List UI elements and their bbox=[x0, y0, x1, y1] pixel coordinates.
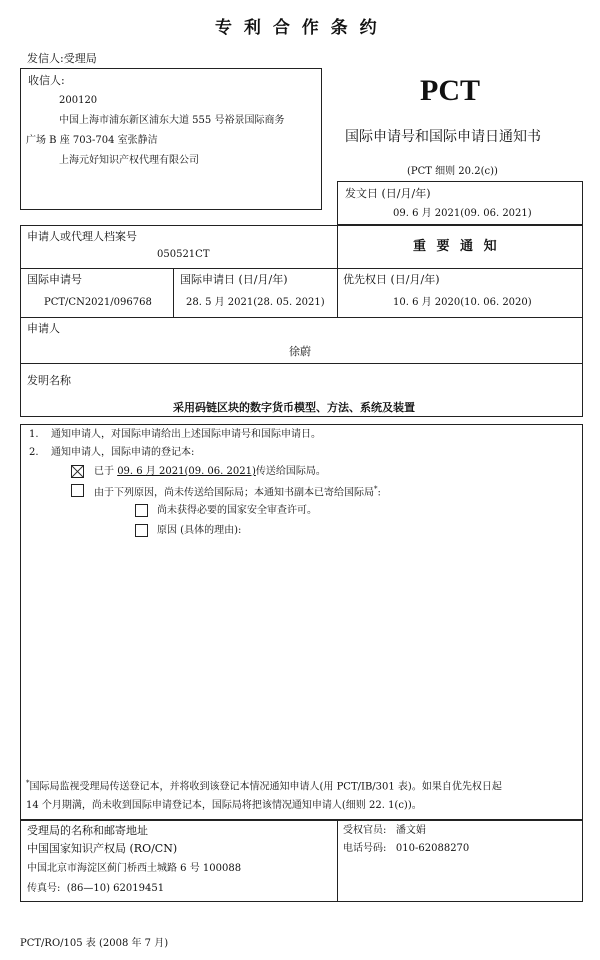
footnote-line-2: 14 个月期满，尚未收到国际申请登记本，国际局将把该情况通知申请人(细则 22. 1(c))。 bbox=[26, 800, 422, 811]
mailing-date-value: 09. 6 月 2021(09. 06. 2021) bbox=[393, 208, 532, 219]
applicant-label: 申请人 bbox=[27, 322, 60, 335]
agency-name: 上海元好知识产权代理有限公司 bbox=[59, 155, 199, 166]
item-1-text: 通知申请人，对国际申请给出上述国际申请号和国际申请日。 bbox=[51, 429, 321, 440]
intl-filing-date-label: 国际申请日 (日/月/年) bbox=[180, 273, 288, 286]
officer-phone: 电话号码: 010-62088270 bbox=[343, 843, 470, 854]
addressee-label: 收信人: bbox=[28, 74, 65, 87]
address-line-1: 中国上海市浦东新区浦东大道 555 号裕景国际商务 bbox=[59, 115, 285, 126]
reason-other-checkbox[interactable] bbox=[135, 524, 148, 537]
intl-app-no-label: 国际申请号 bbox=[27, 273, 82, 286]
address-line-2: 广场 B 座 703-704 室张静洁 bbox=[26, 135, 158, 146]
form-identifier: PCT/RO/105 表 (2008 年 7 月) bbox=[20, 938, 169, 949]
item-2-text: 通知申请人，国际申请的登记本: bbox=[51, 447, 195, 458]
invention-label: 发明名称 bbox=[27, 374, 71, 387]
officer-line: 受权官员: 潘文娟 bbox=[343, 825, 426, 836]
reason-other-text: 原因 (具体的理由): bbox=[157, 525, 242, 536]
applicant-ref-value: 050521CT bbox=[157, 249, 210, 260]
office-name: 中国国家知识产权局 (RO/CN) bbox=[27, 842, 178, 855]
treaty-title: 专 利 合 作 条 约 bbox=[215, 18, 380, 38]
intl-filing-date-value: 28. 5 月 2021(28. 05. 2021) bbox=[186, 297, 325, 308]
important-notice: 重 要 通 知 bbox=[413, 239, 500, 254]
office-fax: 传真号: (86—10) 62019451 bbox=[27, 883, 165, 894]
priority-date-value: 10. 6 月 2020(10. 06. 2020) bbox=[393, 297, 532, 308]
invention-title: 采用码链区块的数字货币模型、方法、系统及装置 bbox=[173, 401, 415, 414]
transmitted-date: 09. 6 月 2021(09. 06. 2021) bbox=[117, 466, 256, 477]
reason-security-text: 尚未获得必要的国家安全审查许可。 bbox=[157, 505, 317, 516]
priority-date-label: 优先权日 (日/月/年) bbox=[343, 273, 440, 286]
option-transmitted-checkbox[interactable] bbox=[71, 465, 84, 478]
notice-title: 国际申请号和国际申请日通知书 bbox=[345, 129, 541, 145]
addressee-box bbox=[20, 68, 322, 210]
intl-app-no-value: PCT/CN2021/096768 bbox=[44, 297, 152, 308]
item-1-number: 1. bbox=[29, 429, 39, 440]
option-transmitted-text: 已于 09. 6 月 2021(09. 06. 2021)传送给国际局。 bbox=[94, 466, 326, 477]
notice-box bbox=[20, 424, 583, 820]
reason-security-checkbox[interactable] bbox=[135, 504, 148, 517]
option-not-transmitted-checkbox[interactable] bbox=[71, 484, 84, 497]
rule-reference: (PCT 细则 20.2(c)) bbox=[407, 166, 498, 177]
applicant-name: 徐蔚 bbox=[289, 345, 311, 358]
option-not-transmitted-text: 由于下列原因，尚未传送给国际局；本通知书副本已寄给国际局*: bbox=[94, 485, 381, 499]
office-label: 受理局的名称和邮寄地址 bbox=[27, 824, 148, 837]
item-2-number: 2. bbox=[29, 447, 39, 458]
mailing-date-label: 发文日 (日/月/年) bbox=[345, 187, 431, 200]
sender-line: 发信人:受理局 bbox=[27, 52, 97, 65]
office-address: 中国北京市海淀区蓟门桥西土城路 6 号 100088 bbox=[27, 863, 242, 874]
footnote-line-1: *国际局监视受理局传送登记本，并将收到该登记本情况通知申请人(用 PCT/IB/301 表)。如果自优先权日起 bbox=[26, 779, 502, 793]
applicant-ref-label: 申请人或代理人档案号 bbox=[27, 230, 137, 243]
mailing-date-box bbox=[337, 181, 583, 225]
postcode: 200120 bbox=[59, 95, 98, 106]
pct-logo-text: PCT bbox=[420, 74, 480, 107]
